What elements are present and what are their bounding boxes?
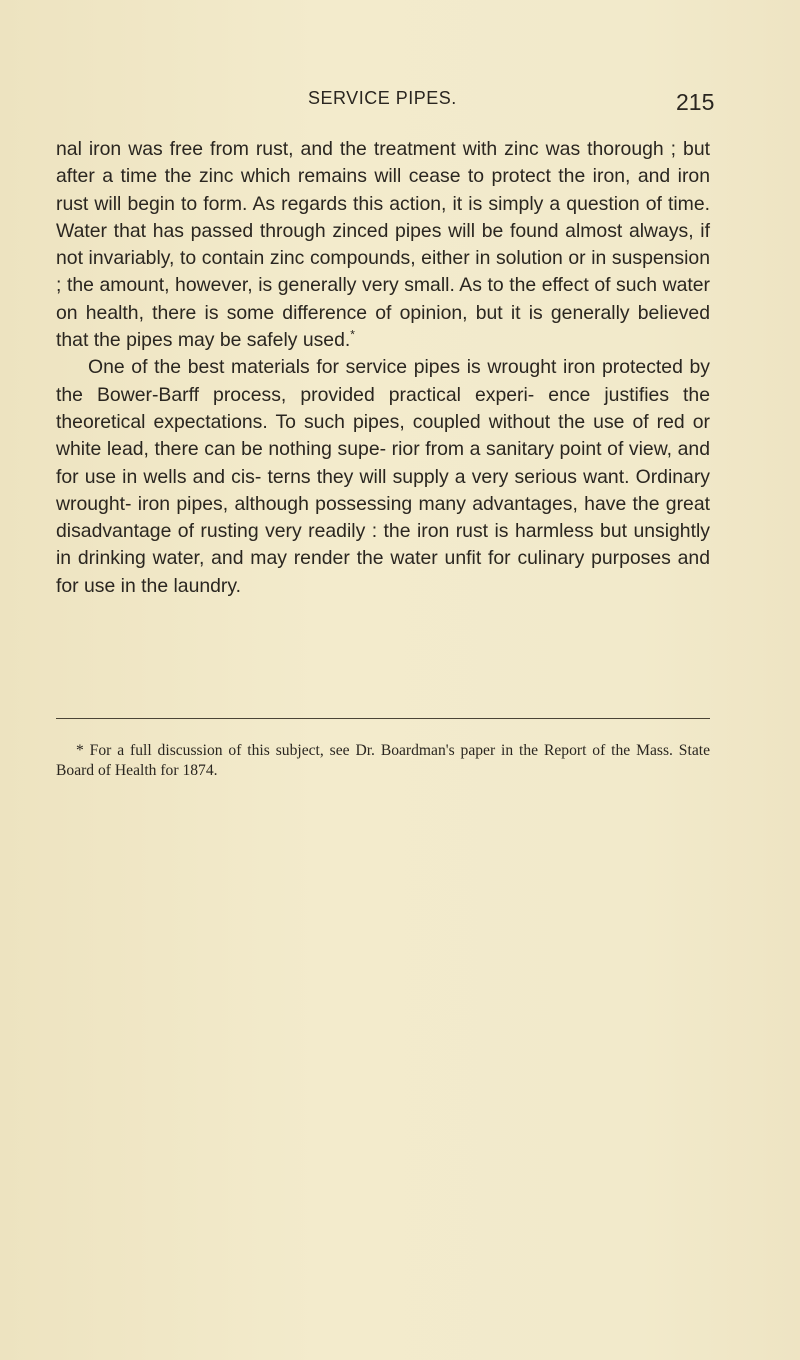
paragraph-text: nal iron was free from rust, and the treatment with zinc was thorough ; but after a time the zinc which remains will cease to protect the iron, and iron rust will begin to form. As regards this action, it is simply a question of time. Water that has passed through zinced pipes will be found almost always, if not invariably, to contain zinc compounds, either in solution or in suspension ; the amount, however, is generally very small. As to the effect of such water on health, there is some difference of opinion, but it is generally believed that the pipes may be safely used. [56,138,710,352]
footnote-marker: * [350,327,355,342]
body-text [56,136,710,600]
paragraph [56,136,710,354]
footnote-divider [56,718,710,719]
footnote: * For a full discussion of this subject, see Dr. Boardman's paper in the Report of the Mass. State Board of Health for 1874. [56,741,710,779]
running-title: SERVICE PIPES. [308,88,457,108]
running-head [0,88,800,116]
paragraph: One of the best materials for service pipes is wrought iron protected by the Bower-Barff process, provided practical experi- ence justifies the theoretical expectations. To such pipes, coupled without the use of red or white lead, there can be nothing supe- rior from a sanitary point of view, and for use in wells and cis- terns they will supply a very serious want. Ordinary wrought- iron pipes, although possessing many advantages, have the great disadvantage of rusting very readily : the iron rust is harmless but unsightly in drinking water, and may render the water unfit for culinary purposes and for use in the laundry. [56,356,710,597]
page-number: 215 [676,89,715,115]
